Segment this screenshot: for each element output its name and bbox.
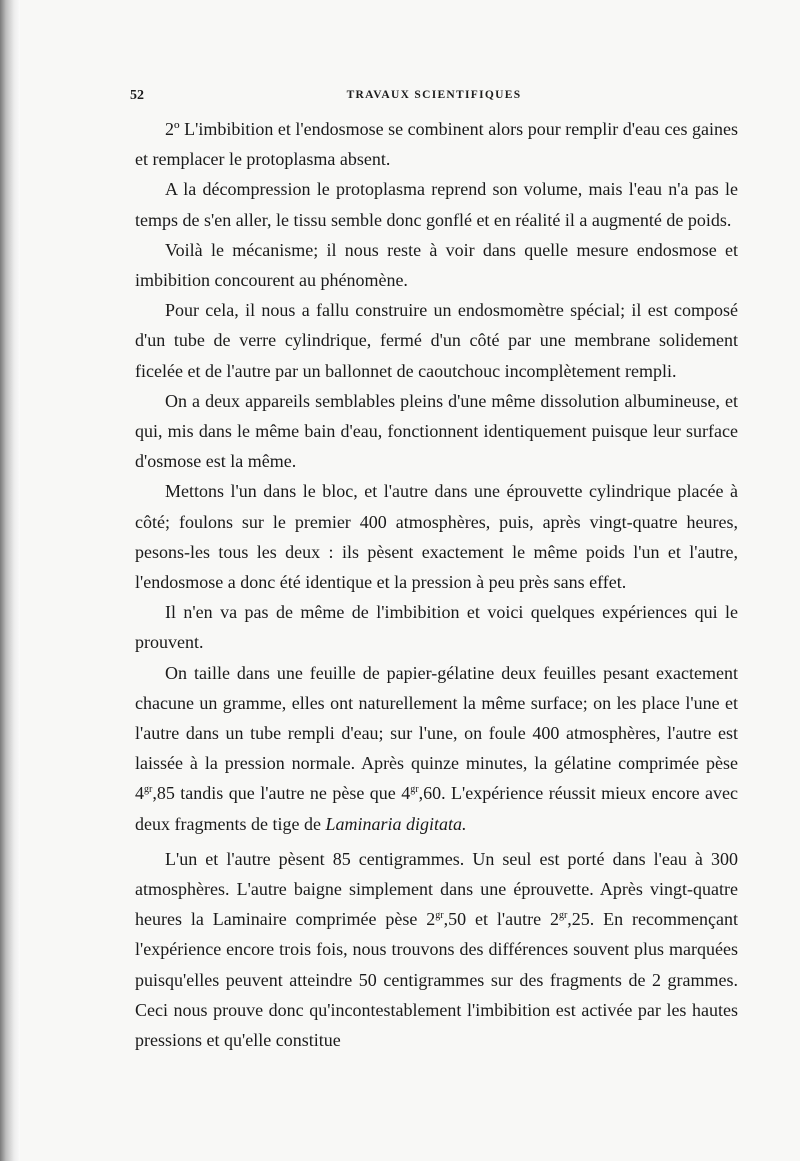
scan-edge-shadow [0,0,20,1161]
paragraph [135,658,738,839]
paragraph-text: ,25. En recommençant l'expérience encore trois fois, nous trouvons des différences souvent plus marquées puisqu'elles peuvent atteindre 50 centigrammes sur des fragments de 2 grammes. Ceci nous prouve donc qu'incontestablement l'imbibition est activée par les hautes pressions et qu'elle constitue [135,909,738,1051]
paragraph: Il n'en va pas de même de l'imbibition et voici quelques expériences qui le prouvent. [135,602,738,653]
unit-superscript: gr [558,910,568,922]
page-header [130,88,738,108]
paragraph-text: L'un et l'autre pèsent 85 centigrammes. Un seul est porté dans l'eau à 300 atmosphères. L'autre baigne simplement dans une éprouvette. Après vingt-quatre heures la Laminaire comprimée pèse 2 [135,848,738,930]
running-title: TRAVAUX SCIENTIFIQUES [346,89,522,101]
paragraph: On a deux appareils semblables pleins d'une même dissolution albumineuse, et qui, mis dans le même bain d'eau, fonctionnent identiquement puisque leur surface d'osmose est la même. [135,390,738,472]
paragraph-text: On taille dans une feuille de papier-gélatine deux feuilles pesant exactement chacune un gramme, elles ont naturellement la même surface; on les place l'une et l'autre dans un tube rempli d'eau; sur l'une, on foule 400 atmosphères, l'autre est laissée à la pression normale. Après quinze minutes, la gélatine comprimée pèse 4 [135,662,738,804]
paragraph-text: ,60. L'expérience réussit mieux encore avec deux fragments de tige de [135,783,738,834]
paragraph-text: ,50 et l'autre 2 [443,909,559,930]
paragraph: 2º L'imbibition et l'endosmose se combinent alors pour remplir d'eau ces gaines et remplacer le protoplasma absent. [135,119,738,170]
unit-superscript: gr [144,784,153,796]
page-number: 52 [130,88,144,103]
paragraph: A la décompression le protoplasma reprend son volume, mais l'eau n'a pas le temps de s'en aller, le tissu semble donc gonflé et en réalité il a augmenté de poids. [135,179,738,230]
unit-superscript: gr [435,910,444,922]
body-text [135,114,738,1055]
paragraph [135,844,738,1055]
paragraph: Voilà le mécanisme; il nous reste à voir dans quelle mesure endosmose et imbibition concourent au phénomène. [135,239,738,291]
unit-superscript: gr [410,784,419,796]
paragraph: Mettons l'un dans le bloc, et l'autre dans une éprouvette cylindrique placée à côté; foulons sur le premier 400 atmosphères, puis, après vingt-quatre heures, pesons-les tous les deux : ils pèsent exactement le même poids l'un et l'autre, l'endosmose a donc été identique et la pression à peu près sans effet. [135,481,738,593]
paragraph-text: ,85 tandis que l'autre ne pèse que 4 [152,783,411,804]
paragraph: Pour cela, il nous a fallu construire un endosmomètre spécial; il est composé d'un tube de verre cylindrique, fermé d'un côté par une membrane solidement ficelée et de l'autre par un ballonnet de caoutchouc incomplètement rempli. [135,300,738,381]
species-name: Laminaria digitata. [325,813,467,834]
